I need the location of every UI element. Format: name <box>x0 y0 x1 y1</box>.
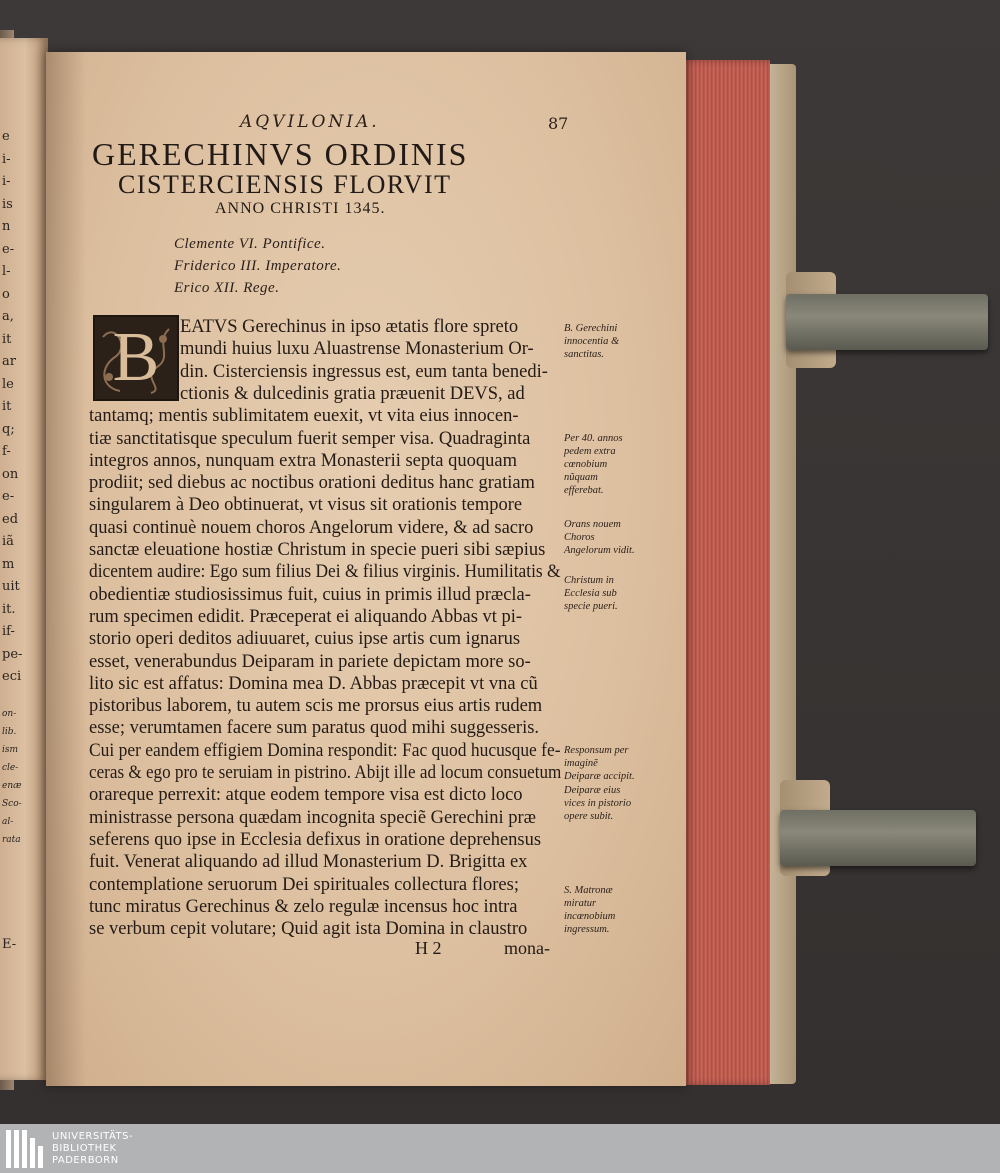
library-footer-bar <box>0 1124 1000 1173</box>
body-line: storio operi deditos adiuuaret, cuius ipse artis cum ignarus <box>89 629 521 650</box>
left-page-fragment: e- <box>2 241 15 257</box>
left-page-note: rata <box>2 835 21 845</box>
left-page-note: enæ <box>2 781 22 791</box>
lower-clasp <box>780 810 976 866</box>
library-logo-icon <box>6 1130 46 1168</box>
left-page-note: Sco- <box>2 799 22 809</box>
left-page-fragment: it <box>2 331 12 347</box>
body-line: din. Cisterciensis ingressus est, eum tanta benedi- <box>180 361 548 382</box>
body-line: fuit. Venerat aliquando ad illud Monasterium D. Brigitta ex <box>89 852 528 873</box>
body-line: ministrasse persona quædam incognita speciẽ Gerechini præ <box>89 807 536 828</box>
left-page-note: cle- <box>2 763 19 773</box>
margin-note: B. Gerechini innocentia & sanctitas. <box>564 323 620 360</box>
body-line: pistoribus laborem, tu autem scis me prorsus eius artis rudem <box>89 696 543 717</box>
margin-note: Deiparæ eius vices in pistorio opere subit. <box>564 785 632 822</box>
body-line: orareque perrexit: atque eodem tempore visa est dicto loco <box>89 785 523 806</box>
left-page-fragment: it. <box>2 601 16 617</box>
body-line: dicentem audire: Ego sum filius Dei & filius virginis. Humilitatis & <box>89 562 561 583</box>
initial-letter: B <box>112 319 160 396</box>
body-line: ctionis & dulcedinis gratia præuenit DEVS, ad <box>180 383 525 404</box>
left-page-fragment: is <box>2 196 13 212</box>
left-page-fragment: ed <box>2 511 19 527</box>
body-line: rum specimen edidit. Præceperat ei aliquando Abbas vt pi- <box>89 606 523 627</box>
chapter-title-line-2: CISTERCIENSIS FLORVIT <box>118 170 452 199</box>
left-page-fragment: le <box>2 376 14 392</box>
body-line: integros annos, nunquam extra Monasterii septa quoquam <box>89 450 517 471</box>
margin-note: Orans nouem Choros Angelorum vidit. <box>564 519 635 556</box>
body-line: lito sic est affatus: Domina mea D. Abbas præcepit vt vna cũ <box>89 673 538 694</box>
dedication-line: Clemente VI. Pontifice. <box>174 236 326 252</box>
signature-mark: H 2 <box>415 938 442 958</box>
left-page-fragment: o <box>2 286 10 302</box>
library-name-line-2: BIBLIOTHEK <box>52 1143 117 1154</box>
body-line: obedientiæ studiosissimus fuit, cuius in primis illud præcla- <box>89 584 531 605</box>
body-line: seferens quo ipse in Ecclesia defixus in oratione deprehensus <box>89 829 542 850</box>
body-line: contemplatione seruorum Dei spirituales collectura flores; <box>89 874 519 895</box>
left-page-fragment: iã <box>2 534 14 549</box>
left-page-fragment: e <box>2 129 10 144</box>
body-line: tunc miratus Gerechinus & zelo regulæ incensus hoc intra <box>89 896 518 917</box>
margin-note: Responsum per imaginẽ Deiparæ accipit. <box>564 745 635 782</box>
left-page-fragment: l- <box>2 264 11 279</box>
left-page-fragment: eci <box>2 669 22 684</box>
body-line: EATVS Gerechinus in ipso ætatis flore spreto <box>180 317 519 337</box>
left-page-fragment: q; <box>2 421 15 437</box>
upper-clasp <box>786 294 988 350</box>
left-page-fragment: f- <box>2 444 11 459</box>
left-page-note: E- <box>2 937 17 952</box>
running-head: AQVILONIA. <box>240 112 380 132</box>
body-line: Cui per eandem effigiem Domina respondit: Fac quod hucusque fe- <box>89 740 561 761</box>
left-page-note: al- <box>2 817 14 827</box>
body-line: tantamq; mentis sublimitatem euexit, vt vita eius innocen- <box>89 406 519 427</box>
page-number: 87 <box>548 114 569 133</box>
left-page-fragment: i- <box>2 151 11 167</box>
left-page-fragment: m <box>2 556 15 572</box>
body-line: quasi continuè nouem choros Angelorum videre, & ad sacro <box>89 517 534 538</box>
left-page-note: ism <box>2 745 19 755</box>
page-gutter-shadow <box>46 52 86 1086</box>
chapter-title-line-3: ANNO CHRISTI 1345. <box>215 200 386 217</box>
left-page-fragment: if- <box>2 624 15 639</box>
margin-note: Per 40. annos pedem extra cœnobium nũquam efferebat. <box>564 433 623 496</box>
left-page-fragment: a, <box>2 309 14 324</box>
body-line: prodiit; sed diebus ac noctibus orationi deditus hanc gratiam <box>89 473 535 494</box>
body-line: singularem à Deo obtinuerat, vt visus sit orationis tempore <box>89 495 523 516</box>
library-name-line-1: UNIVERSITÄTS- <box>52 1131 134 1142</box>
body-line: tiæ sanctitatisque speculum fuerit semper visa. Quadraginta <box>89 428 531 449</box>
body-line: ceras & ego pro te seruiam in pistrino. Abijt ille ad locum consuetum <box>89 763 562 783</box>
left-page <box>0 38 48 1080</box>
decorated-initial <box>93 315 179 401</box>
body-line: mundi huius luxu Aluastrense Monasterium Or- <box>180 339 534 360</box>
left-page-fragment: i- <box>2 174 11 189</box>
left-page-fragment: it <box>2 399 12 414</box>
left-page-fragment: n <box>2 219 11 234</box>
dedication-line: Friderico III. Imperatore. <box>174 258 342 274</box>
catchword: mona- <box>504 938 550 958</box>
body-line: se verbum cepit volutare; Quid agit ista Domina in claustro <box>89 919 528 940</box>
chapter-title-line-1: GERECHINVS ORDINIS <box>92 136 469 172</box>
page-fore-edge <box>680 60 770 1085</box>
left-page-note: on- <box>2 709 17 719</box>
left-page-fragment: pe- <box>2 646 23 662</box>
margin-note: S. Matronæ miratur incœnobium ingressum. <box>564 885 616 935</box>
left-page-fragment: ar <box>2 354 16 369</box>
library-name-line-3: PADERBORN <box>52 1155 119 1166</box>
body-line: esse; verumtamen facere sum paratus quod mihi suggesseris. <box>89 718 540 739</box>
left-page-fragment: e- <box>2 489 15 504</box>
left-page-note: lib. <box>2 727 17 737</box>
left-page-fragment: on <box>2 466 19 482</box>
body-line: sanctæ eleuatione hostiæ Christum in specie pueri sibi sæpius <box>89 540 546 560</box>
body-line: esset, venerabundus Deiparam in pariete depictam more so- <box>89 651 531 672</box>
margin-note: Christum in Ecclesia sub specie pueri. <box>564 575 618 612</box>
dedication-line: Erico XII. Rege. <box>174 280 280 296</box>
left-page-fragment: uit <box>2 579 20 594</box>
